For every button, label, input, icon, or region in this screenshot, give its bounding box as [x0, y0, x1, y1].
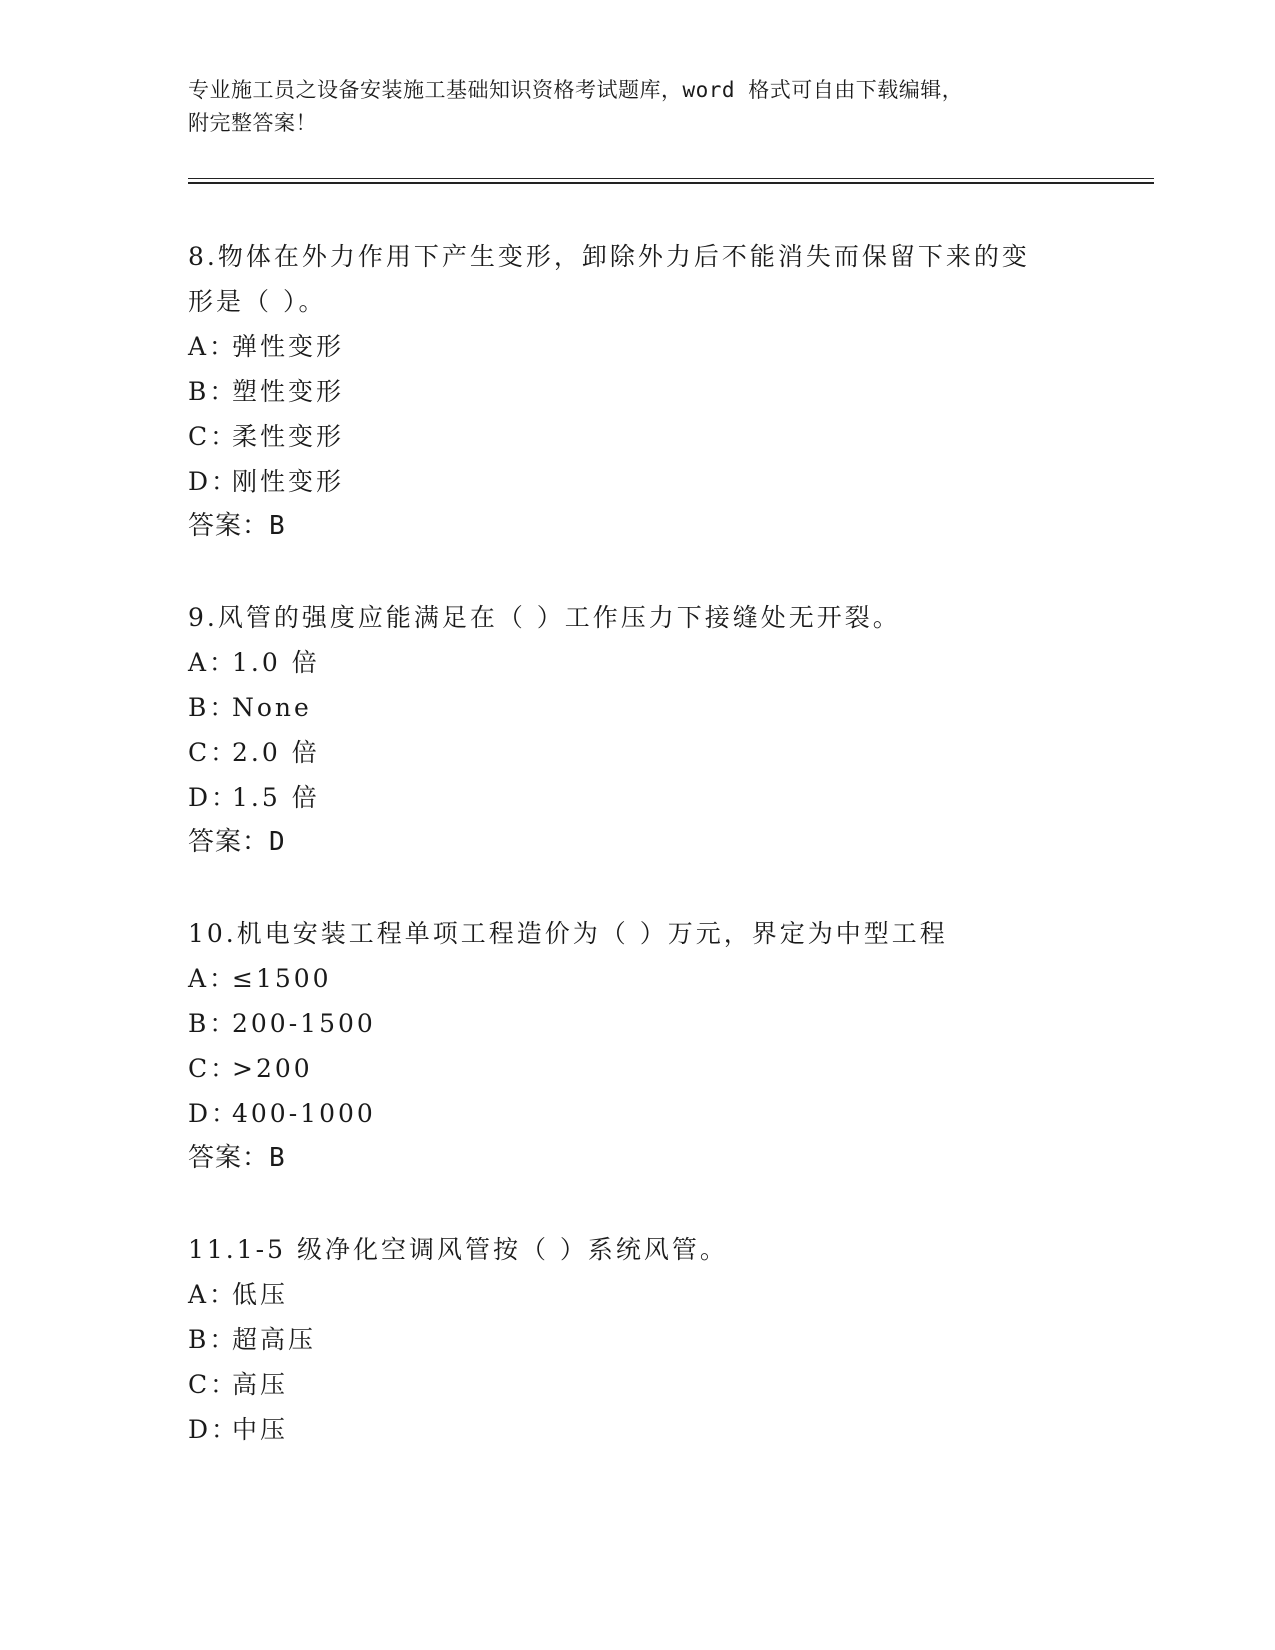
answer-line: 答案：B — [188, 511, 286, 541]
option-text: ≤1500 — [232, 964, 332, 993]
option-text: 200-1500 — [232, 1009, 376, 1038]
question-list — [188, 234, 1148, 1452]
option-text: 1.5 倍 — [232, 783, 320, 812]
question-9 — [188, 595, 1148, 865]
option-text: 400-1000 — [232, 1099, 376, 1128]
option-key: A： — [188, 332, 238, 361]
option-b — [188, 1317, 1148, 1362]
option-c — [188, 414, 1148, 459]
option-text: 超高压 — [232, 1325, 317, 1354]
option-c — [188, 1362, 1148, 1407]
header-line-1: 专业施工员之设备安装施工基础知识资格考试题库，word 格式可自由下载编辑， — [188, 78, 964, 102]
option-key: D： — [188, 1415, 240, 1444]
option-key: A： — [188, 964, 238, 993]
option-d — [188, 1407, 1148, 1452]
option-d — [188, 775, 1148, 820]
option-text: 1.0 倍 — [232, 648, 320, 677]
option-b — [188, 369, 1148, 414]
option-key: C： — [188, 738, 239, 767]
option-key: D： — [188, 467, 240, 496]
option-key: C： — [188, 1054, 239, 1083]
header-divider-thin — [188, 178, 1154, 179]
answer-line: 答案：B — [188, 1143, 286, 1173]
option-key: C： — [188, 422, 239, 451]
option-a — [188, 640, 1148, 685]
option-key: D： — [188, 783, 240, 812]
option-key: A： — [188, 1280, 238, 1309]
option-b — [188, 1001, 1148, 1046]
option-text: 刚性变形 — [232, 467, 345, 496]
option-text: 高压 — [232, 1370, 289, 1399]
header-divider-thick — [188, 182, 1154, 184]
question-text-continued: 形是（ ）。 — [188, 287, 327, 316]
option-key: A： — [188, 648, 238, 677]
option-d — [188, 459, 1148, 504]
option-key: B： — [188, 1325, 238, 1354]
option-a — [188, 956, 1148, 1001]
option-c — [188, 1046, 1148, 1091]
option-key: D： — [188, 1099, 240, 1128]
option-key: C： — [188, 1370, 239, 1399]
header-line-2: 附完整答案！ — [188, 111, 317, 135]
question-8 — [188, 234, 1148, 549]
question-text: 11.1-5 级净化空调风管按（ ）系统风管。 — [188, 1235, 728, 1264]
question-10 — [188, 911, 1148, 1181]
option-key: B： — [188, 1009, 238, 1038]
question-text: 9.风管的强度应能满足在（ ）工作压力下接缝处无开裂。 — [188, 603, 901, 632]
option-text: >200 — [232, 1054, 313, 1083]
option-d — [188, 1091, 1148, 1136]
option-text: 弹性变形 — [232, 332, 345, 361]
option-key: B： — [188, 693, 238, 722]
answer-line: 答案：D — [188, 827, 286, 857]
option-text: 柔性变形 — [232, 422, 345, 451]
option-text: 2.0 倍 — [232, 738, 320, 767]
option-text: 低压 — [232, 1280, 289, 1309]
option-text: None — [232, 693, 312, 722]
question-11 — [188, 1227, 1148, 1452]
option-a — [188, 1272, 1148, 1317]
option-b — [188, 685, 1148, 730]
option-text: 塑性变形 — [232, 377, 345, 406]
option-text: 中压 — [232, 1415, 289, 1444]
question-text: 10.机电安装工程单项工程造价为（ ）万元，界定为中型工程 — [188, 919, 948, 948]
option-a — [188, 324, 1148, 369]
document-header — [188, 74, 1068, 140]
option-c — [188, 730, 1148, 775]
option-key: B： — [188, 377, 238, 406]
question-text: 8.物体在外力作用下产生变形，卸除外力后不能消失而保留下来的变 — [188, 242, 1030, 271]
